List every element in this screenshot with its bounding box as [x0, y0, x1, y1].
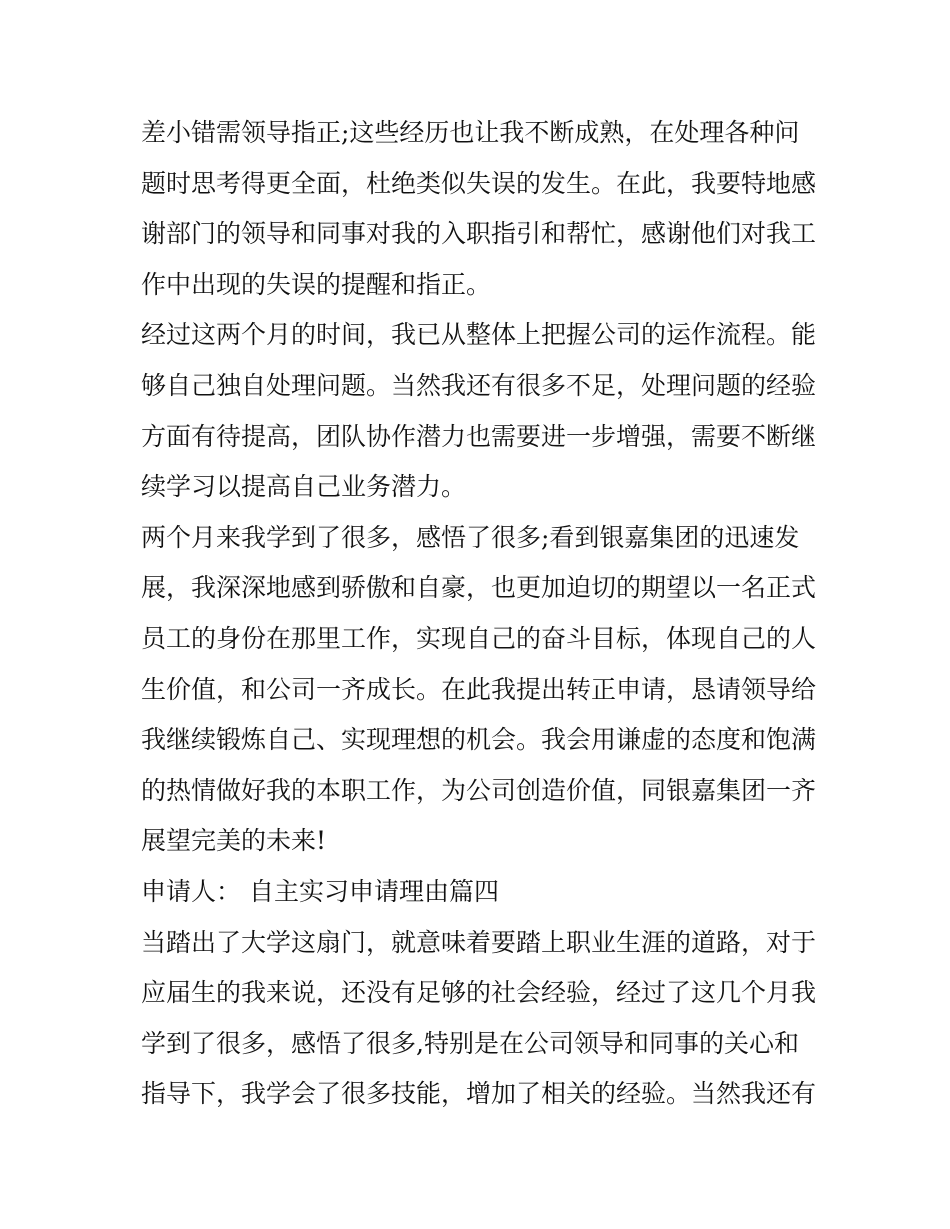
text-line: 当踏出了大学这扇门，就意味着要踏上职业生涯的道路，对于	[141, 927, 817, 957]
text-line: 方面有待提高，团队协作潜力也需要进一步增强，需要不断继	[141, 421, 817, 451]
text-line: 够自己独自处理问题。当然我还有很多不足，处理问题的经验	[141, 370, 817, 400]
text-line: 学到了很多，感悟了很多,特别是在公司领导和同事的关心和	[141, 1028, 799, 1058]
text-line: 题时思考得更全面，杜绝类似失误的发生。在此，我要特地感	[141, 168, 817, 198]
text-line: 展望完美的未来!	[141, 826, 327, 856]
text-line: 两个月来我学到了很多，感悟了很多;看到银嘉集团的迅速发	[141, 522, 800, 552]
document-body	[141, 108, 821, 1120]
text-line: 续学习以提高自己业务潜力。	[141, 472, 467, 502]
text-line: 差小错需领导指正;这些经历也让我不断成熟，在处理各种问	[141, 118, 800, 147]
text-line: 应届生的我来说，还没有足够的社会经验，经过了这几个月我	[141, 978, 817, 1008]
text-line: 作中出现的失误的提醒和指正。	[141, 269, 492, 299]
text-line: 谢部门的领导和同事对我的入职指引和帮忙，感谢他们对我工	[141, 219, 817, 249]
text-line: 经过这两个月的时间，我已从整体上把握公司的运作流程。能	[141, 320, 817, 350]
applicant-heading-line: 申请人： 自主实习申请理由篇四	[141, 876, 499, 906]
text-line: 我继续锻炼自己、实现理想的机会。我会用谦虚的态度和饱满	[141, 725, 817, 755]
text-line: 员工的身份在那里工作，实现自己的奋斗目标，体现自己的人	[141, 623, 817, 653]
text-line: 展，我深深地感到骄傲和自豪，也更加迫切的期望以一名正式	[141, 573, 817, 603]
text-line: 指导下，我学会了很多技能，增加了相关的经验。当然我还有	[141, 1079, 817, 1109]
text-line: 生价值，和公司一齐成长。在此我提出转正申请，恳请领导给	[141, 674, 817, 704]
text-line: 的热情做好我的本职工作，为公司创造价值，同银嘉集团一齐	[141, 775, 817, 805]
